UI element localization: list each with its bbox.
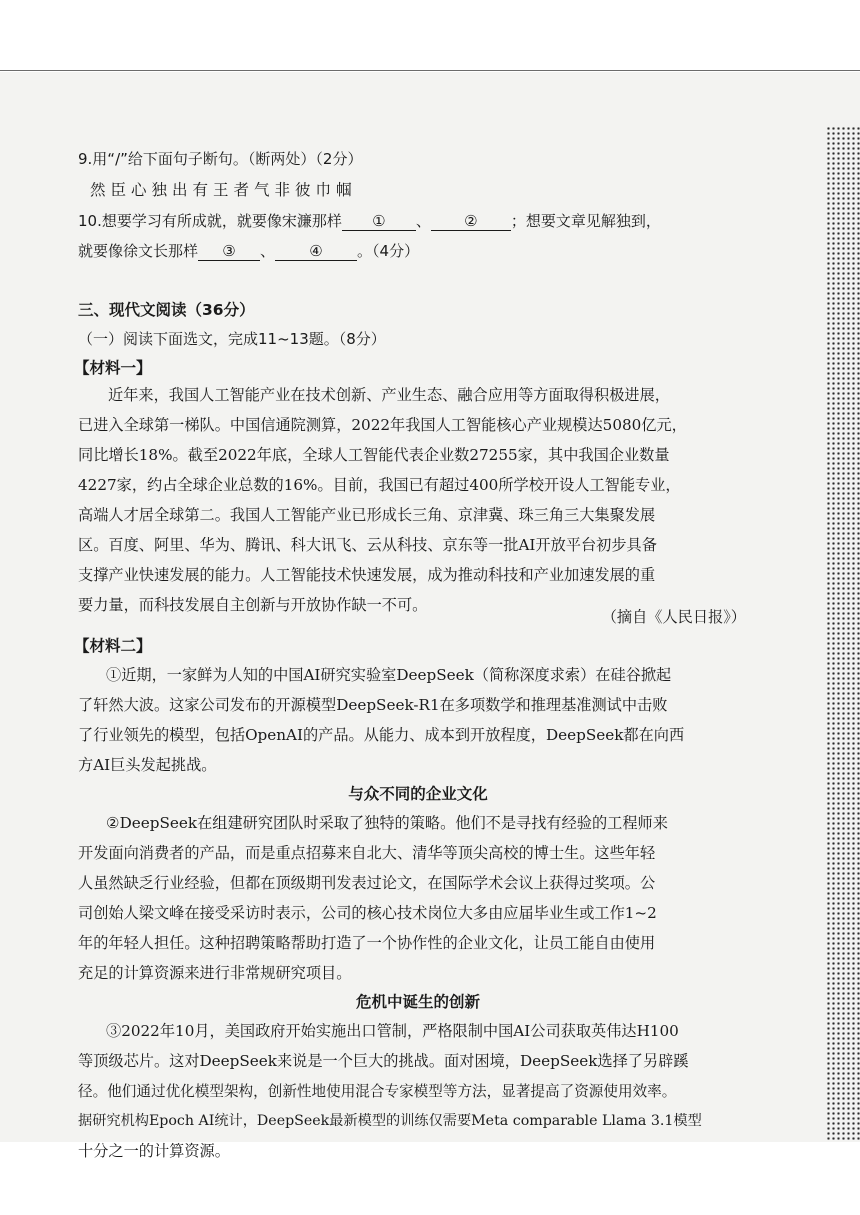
material2-p3-line: ③2022年10月，美国政府开始实施出口管制，严格限制中国AI公司获取英伟达H100: [106, 1022, 679, 1040]
material2-p3-line: 据研究机构Epoch AI统计，DeepSeek最新模型的训练仅需要Meta comparable Llama 3.1模型: [78, 1113, 702, 1129]
material1-line: 高端人才居全球第二。我国人工智能产业已形成长三角、京津冀、珠三角三大集聚发展: [78, 506, 656, 524]
material1-line: 已进入全球第一梯队。中国信通院测算，2022年我国人工智能核心产业规模达5080亿元，: [78, 416, 687, 434]
material2-p1-line: 方AI巨头发起挑战。: [78, 756, 217, 774]
q9-prompt: 9.用“/”给下面句子断句。（断两处）（2分）: [78, 150, 363, 168]
material1-label: 【材料一】: [74, 359, 152, 377]
q10-sep-2: 、: [260, 242, 276, 260]
q10-blank-4[interactable]: ④: [275, 242, 357, 261]
material2-p2-line: ②DeepSeek在组建研究团队时采取了独特的策略。他们不是寻找有经验的工程师来: [106, 814, 668, 832]
section3-title: 三、现代文阅读（36分）: [78, 301, 255, 319]
material2-p3-line: 等顶级芯片。这对DeepSeek来说是一个巨大的挑战。面对困境，DeepSeek选择了另辟蹊: [78, 1052, 689, 1070]
material1-line: 要力量，而科技发展自主创新与开放协作缺一不可。: [78, 596, 428, 614]
material2-heading-1: 与众不同的企业文化: [348, 785, 488, 803]
q9-sentence: 然臣心独出有王者气非彼巾帼: [90, 181, 357, 199]
material1-line: 同比增长18%。截至2022年底，全球人工智能代表企业数27255家，其中我国企业数量: [78, 446, 670, 464]
q10-text-1: 10.想要学习有所成就，就要像宋濂那样: [78, 212, 342, 230]
material2-p1-line: ①近期，一家鲜为人知的中国AI研究实验室DeepSeek（简称深度求索）在硅谷掀起: [106, 666, 672, 684]
q10-line2: [78, 240, 419, 261]
q10-text-4: 。（4分）: [357, 242, 420, 260]
q10-blank-1[interactable]: ①: [342, 212, 416, 231]
material2-p2-line: 人虽然缺乏行业经验，但都在顶级期刊发表过论文，在国际学术会议上获得过奖项。公: [78, 874, 656, 892]
binding-edge-pattern: [826, 126, 860, 1140]
q10-blank-2[interactable]: ②: [431, 212, 511, 231]
scan-top-margin: [0, 0, 860, 71]
material1-line: 区。百度、阿里、华为、腾讯、科大讯飞、云从科技、京东等一批AI开放平台初步具备: [78, 536, 657, 554]
material1-line: 近年来，我国人工智能产业在技术创新、产业生态、融合应用等方面取得积极进展，: [108, 386, 670, 404]
material2-p3-line: 径。他们通过优化模型架构，创新性地使用混合专家模型等方法，显著提高了资源使用效率。: [78, 1083, 677, 1100]
material2-p1-line: 了轩然大波。这家公司发布的开源模型DeepSeek-R1在多项数学和推理基准测试中击败: [78, 696, 668, 714]
q10-text-3: 就要像徐文长那样: [78, 242, 199, 260]
material2-p2-line: 开发面向消费者的产品，而是重点招募来自北大、清华等顶尖高校的博士生。这些年轻: [78, 844, 656, 862]
material2-p2-line: 司创始人梁文峰在接受采访时表示，公司的核心技术岗位大多由应届毕业生或工作1~2: [78, 904, 657, 922]
material1-line: 4227家，约占全球企业总数的16%。目前，我国已有超过400所学校开设人工智能专业，: [78, 476, 681, 494]
q10-blank-3[interactable]: ③: [198, 242, 260, 261]
material2-label: 【材料二】: [74, 637, 152, 655]
q10-text-2: ；想要文章见解独到，: [510, 212, 661, 230]
material2-p2-line: 年的年轻人担任。这种招聘策略帮助打造了一个协作性的企业文化，让员工能自由使用: [78, 934, 656, 952]
material2-p3-line: 十分之一的计算资源。: [78, 1142, 230, 1160]
section3-subtitle: （一）阅读下面选文，完成11~13题。（8分）: [78, 330, 386, 348]
material2-p2-line: 充足的计算资源来进行非常规研究项目。: [78, 964, 352, 982]
q10-sep-1: 、: [415, 212, 431, 230]
q10-line1: [78, 210, 661, 231]
material2-heading-2: 危机中诞生的创新: [355, 993, 480, 1011]
material1-line: 支撑产业快速发展的能力。人工智能技术快速发展，成为推动科技和产业加速发展的重: [78, 566, 656, 584]
material1-source: （摘自《人民日报》）: [601, 608, 746, 626]
material2-p1-line: 了行业领先的模型，包括OpenAI的产品。从能力、成本到开放程度，DeepSeek都在向西: [78, 726, 685, 744]
